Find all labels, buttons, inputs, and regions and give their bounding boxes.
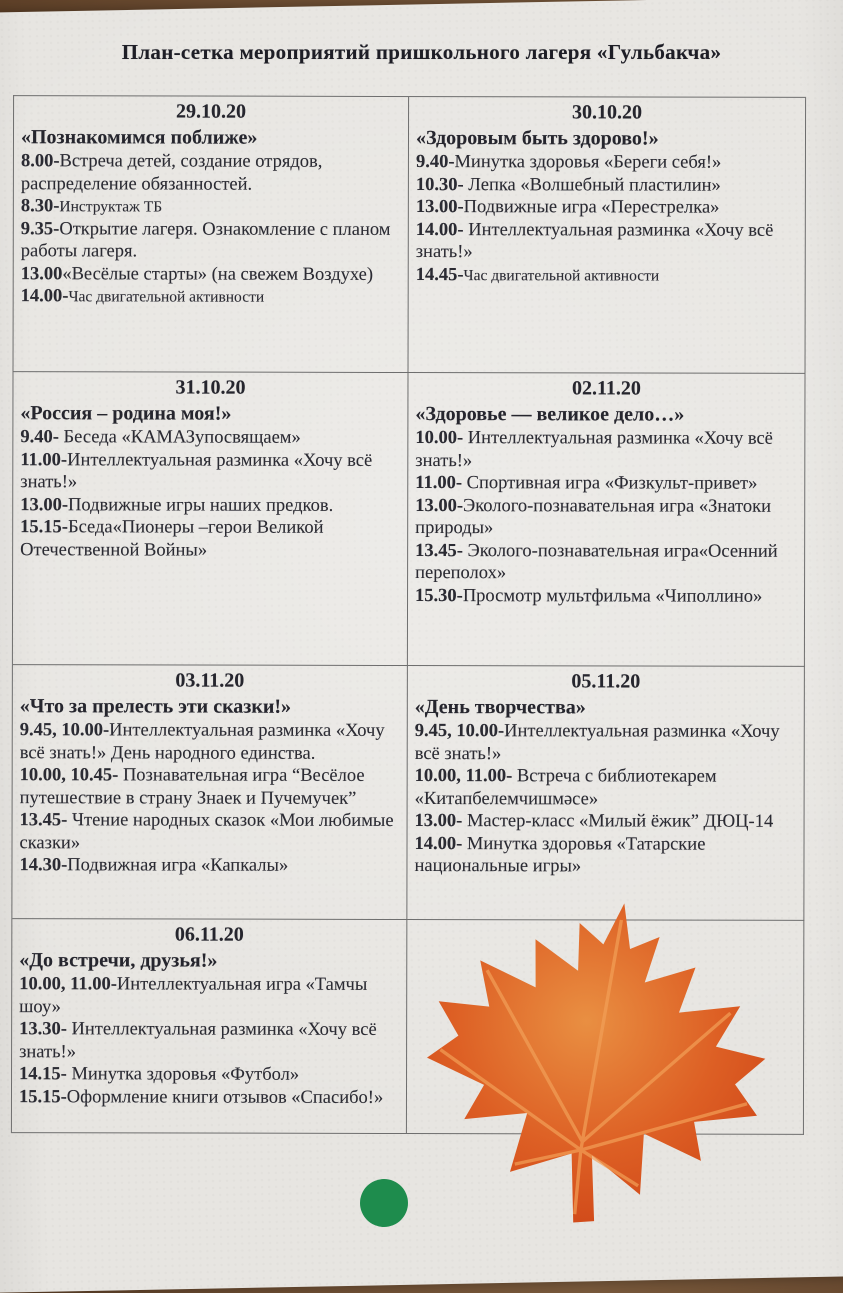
event-time: 13.30-	[19, 1019, 67, 1040]
event-time: 14.45-	[415, 264, 464, 285]
event-text: Спортивная игра «Физкульт-привет»	[462, 473, 758, 494]
event-text: Инструктаж ТБ	[59, 198, 163, 216]
event-text: Встреча с библиотекарем «Китапбелемчишмәсе»	[414, 766, 717, 810]
event-line	[20, 426, 400, 449]
event-text: Час двигательной активности	[463, 266, 660, 285]
event-line	[414, 833, 796, 879]
theme-label: «День творчества»	[414, 696, 586, 719]
day-cell-03.11.20	[12, 665, 408, 920]
event-text: Минутка здоровья «Береги себя!»	[454, 152, 722, 173]
event-line	[19, 1063, 399, 1086]
day-cell-30.10.20	[409, 97, 807, 374]
event-line	[19, 1086, 399, 1109]
event-text: Просмотр мультфильма «Чиполлино»	[462, 586, 763, 607]
event-text: Интеллектуальная разминка «Хочу всё знать!»	[415, 219, 774, 263]
event-line	[415, 427, 797, 473]
date-label: 31.10.20	[175, 376, 246, 399]
event-time: 11.00-	[20, 449, 68, 470]
event-time: 13.00-	[415, 197, 464, 218]
event-line	[20, 449, 400, 495]
event-line	[416, 151, 798, 174]
event-text: Открытие лагеря. Ознакомление с планом работы лагеря.	[20, 218, 391, 262]
event-text: Интеллектуальная разминка «Хочу всё знать!»	[415, 428, 773, 471]
event-time: 15.15-	[18, 1086, 67, 1108]
event-line	[416, 196, 798, 219]
event-line	[21, 150, 401, 196]
date-label: 03.11.20	[175, 669, 245, 692]
event-time: 15.30-	[415, 585, 463, 607]
event-text: Интеллектуальная разминка «Хочу всё знать!»	[414, 721, 780, 764]
event-time: 9.45, 10.00-	[414, 721, 505, 742]
event-time: 13.00-	[20, 494, 69, 515]
event-time: 14.15-	[19, 1064, 67, 1085]
event-line	[20, 494, 400, 517]
event-time: 13.00	[20, 263, 63, 285]
event-time: 10.00, 11.00-	[414, 766, 513, 787]
event-line	[20, 516, 400, 562]
event-time: 10.30-	[415, 174, 464, 195]
theme-label: «До встречи, друзья!»	[19, 949, 218, 972]
day-cell-02.11.20	[408, 373, 806, 667]
event-line	[19, 973, 399, 1019]
day-cell-31.10.20	[13, 372, 409, 666]
page-title: План-сетка мероприятий пришкольного лагеря «Гульбакча»	[121, 40, 722, 64]
event-line	[19, 1018, 399, 1064]
date-label: 29.10.20	[176, 100, 247, 123]
event-text: Интеллектуальная разминка «Хочу всё знать!»	[19, 1019, 377, 1062]
maple-leaf-icon	[396, 870, 796, 1255]
event-time: 9.35-	[20, 218, 60, 239]
event-text: Эколого-познавательная игра «Знатоки природы»	[415, 495, 772, 539]
event-line	[21, 218, 401, 264]
event-line	[20, 719, 400, 765]
event-time: 10.00, 11.00-	[19, 974, 117, 995]
event-text: Мастер-класс «Милый ёжик” ДЮЦ-14	[462, 811, 774, 833]
date-label: 02.11.20	[571, 377, 641, 400]
day-cell-29.10.20	[14, 96, 410, 373]
theme-label: «Россия – родина моя!»	[20, 402, 232, 425]
event-time: 9.45, 10.00-	[19, 720, 110, 741]
event-text: Интеллектуальная игра «Тамчы шоу»	[19, 974, 368, 1017]
event-time: 14.00-	[20, 286, 69, 307]
event-text: Чтение народных сказок «Мои любимые сказки»	[19, 810, 394, 854]
event-time: 14.00-	[414, 833, 463, 854]
event-line	[415, 495, 797, 541]
event-text: Лепка «Волшебный пластилин»	[463, 174, 721, 196]
event-text: Минутка здоровья «Футбол»	[66, 1064, 300, 1086]
event-line	[416, 219, 798, 265]
event-line	[415, 765, 797, 811]
event-text: Интеллектуальная разминка «Хочу всё знать!» День народного единства.	[19, 720, 385, 764]
event-text: Познавательная игра “Весёлое путешествие в страну Знаек и Пучемучек”	[19, 765, 365, 809]
theme-label: «Познакомимся поближе»	[20, 126, 258, 149]
event-time: 14.00-	[415, 219, 464, 240]
event-line	[416, 174, 798, 197]
event-text: Встреча детей, создание отрядов, распределение обязанностей.	[20, 151, 323, 195]
date-label: 05.11.20	[571, 670, 641, 693]
event-line	[415, 810, 797, 833]
event-time: 9.40-	[20, 427, 59, 448]
event-text: «Весёлые старты» (на свежем Воздухе)	[62, 264, 374, 285]
event-line	[415, 472, 797, 495]
theme-label: «Что за прелесть эти сказки!»	[19, 695, 292, 718]
event-text: Подвижная игра «Капкалы»	[67, 855, 289, 877]
event-line	[21, 195, 401, 218]
event-text: Интеллектуальная разминка «Хочу всё знать!»	[20, 449, 373, 493]
theme-label: «Здоровье — великое дело…»	[415, 403, 685, 426]
event-text: Бседа«Пионеры –герои Великой Отечественной Войны»	[20, 517, 324, 561]
event-time: 8.30-	[20, 196, 60, 217]
event-time: 10.00-	[415, 428, 464, 449]
event-text: Подвижные игра «Перестрелка»	[463, 197, 720, 218]
event-line	[416, 264, 798, 287]
event-time: 9.40-	[415, 152, 455, 173]
event-line	[21, 286, 401, 309]
theme-label: «Здоровым быть здорово!»	[415, 127, 659, 150]
date-label: 06.11.20	[174, 923, 244, 946]
event-text: Час двигательной активности	[68, 288, 265, 307]
event-time: 13.45-	[415, 540, 463, 561]
event-text: Минутка здоровья «Татарские национальные игры»	[414, 833, 706, 877]
event-time: 14.30-	[19, 855, 68, 876]
date-label: 30.10.20	[572, 101, 643, 124]
event-line	[19, 809, 399, 855]
event-text: Беседа «КАМАЗупосвящаем»	[58, 427, 301, 448]
event-time: 10.00, 10.45-	[19, 765, 119, 786]
event-line	[415, 720, 797, 766]
event-time: 13.00-	[415, 495, 464, 516]
event-line	[20, 764, 400, 810]
event-time: 8.00-	[20, 151, 60, 172]
event-time: 11.00-	[415, 473, 463, 494]
event-text: Подвижные игры наших предков.	[68, 494, 334, 516]
event-line	[415, 540, 797, 586]
event-time: 13.45-	[19, 810, 68, 831]
event-time: 15.15-	[20, 517, 69, 538]
event-line	[19, 855, 399, 878]
green-marker	[358, 1176, 410, 1228]
day-cell-06.11.20	[12, 919, 407, 1134]
event-line	[21, 263, 401, 286]
event-text: Эколого-познавательная игра«Осенний переполох»	[415, 540, 778, 584]
event-text: Оформление книги отзывов «Спасибо!»	[66, 1087, 384, 1108]
event-time: 13.00-	[414, 811, 463, 832]
event-line	[415, 585, 797, 608]
